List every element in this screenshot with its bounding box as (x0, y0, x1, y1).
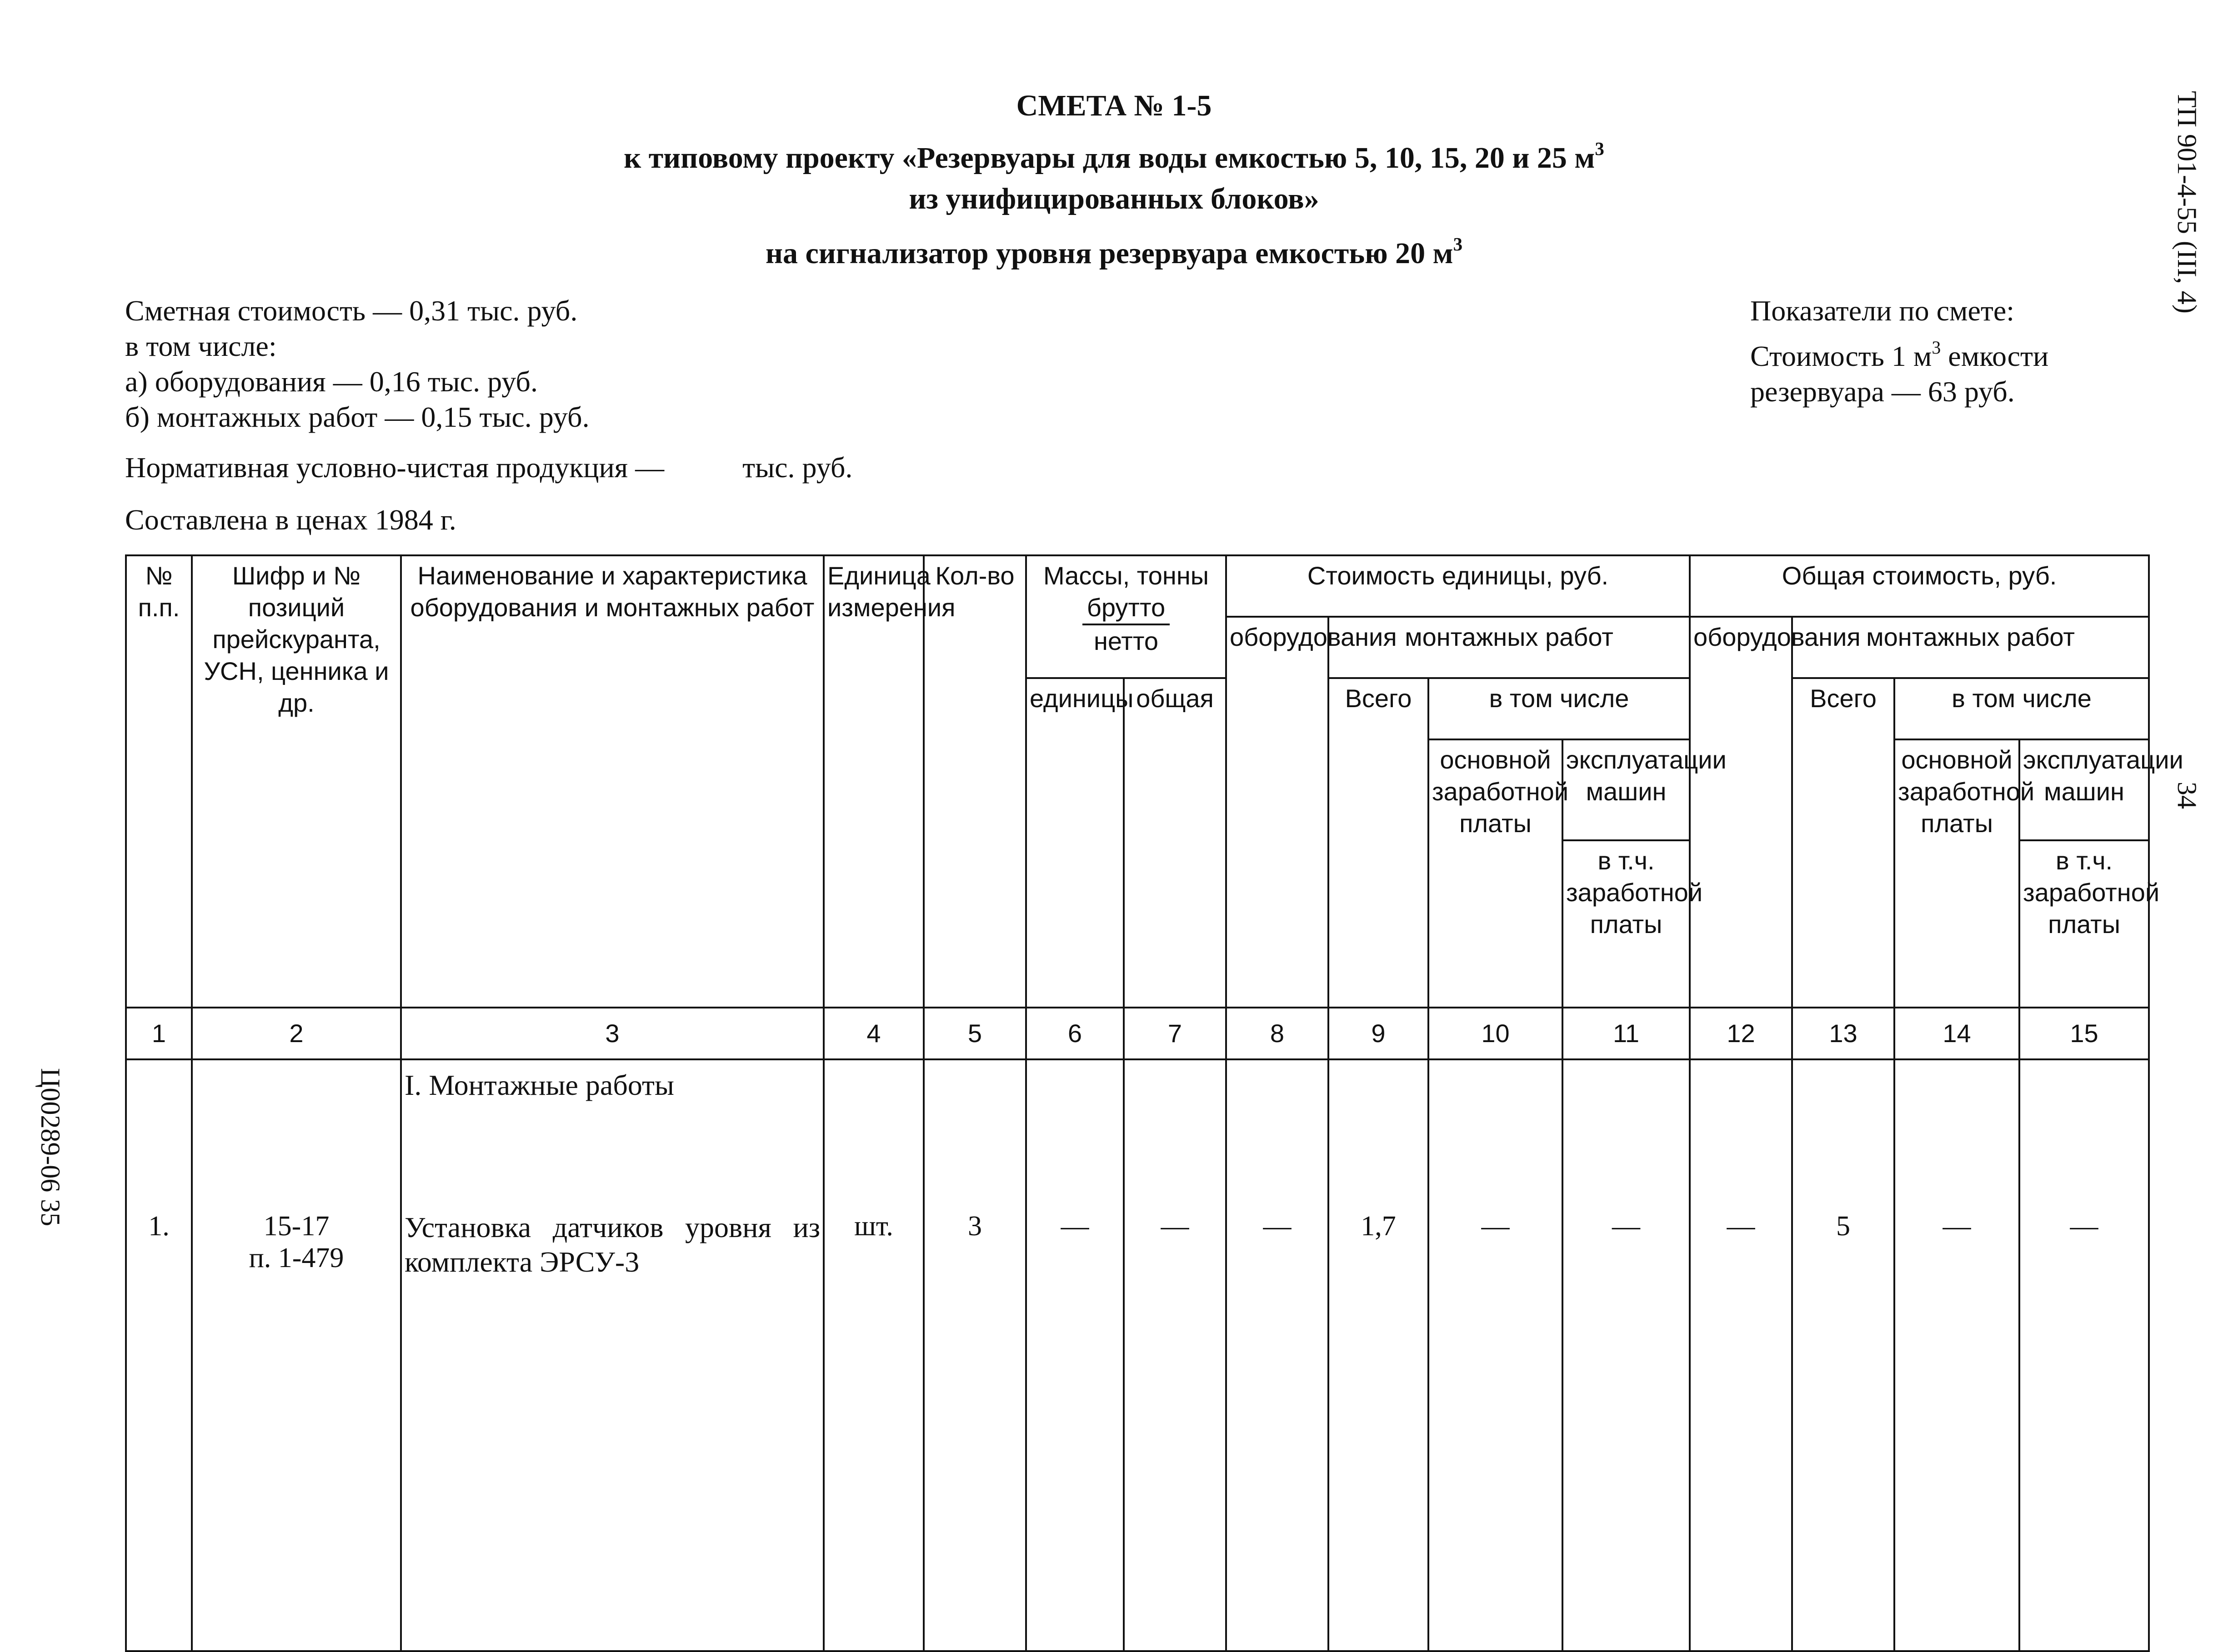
header-mass-total: общая (1124, 678, 1226, 1008)
col-num: 12 (1690, 1008, 1792, 1059)
unit-cost-line (1750, 339, 2048, 374)
col-num: 1 (126, 1008, 192, 1059)
estimate-cost: Сметная стоимость — 0,31 тыс. руб. (125, 294, 578, 327)
header-uc-installation: монтажных работ (1328, 617, 1690, 678)
project-code-side: ТП 901-4-55 (III, 4) (2172, 91, 2202, 314)
header-mass-label: Массы, тонны (1043, 561, 1209, 590)
col-num: 6 (1026, 1008, 1124, 1059)
col-num: 10 (1428, 1008, 1562, 1059)
header-code: Шифр и № позиций прейскуранта, УСН, ценника и др. (192, 555, 401, 1008)
row-qty: 3 (924, 1059, 1026, 1651)
unit-cost-value: резервуара — 63 руб. (1750, 375, 2015, 408)
header-uc-all: Всего (1328, 678, 1428, 1008)
row-tc-all: 5 (1792, 1059, 1894, 1651)
subject-text: на сигнализатор уровня резервуара емкостью 20 м (765, 237, 1453, 270)
header-mass (1026, 555, 1226, 678)
row-unit: шт. (824, 1059, 924, 1651)
row-code-line1: 15-17 (263, 1211, 330, 1242)
row-uc-base-wage: — (1428, 1059, 1562, 1651)
header-uc-machines (1562, 739, 1727, 1008)
col-num: 15 (2019, 1008, 2149, 1059)
row-uc-equipment: — (1226, 1059, 1328, 1651)
archive-code-side: Ц00289-06 35 (35, 1068, 65, 1227)
header-unit: Единица измерения (824, 555, 924, 1008)
prices-year: Составлена в ценах 1984 г. (125, 504, 456, 536)
row-no: 1. (126, 1059, 192, 1651)
subtitle-line1: к типовому проекту «Резервуары для воды емкостью 5, 10, 15, 20 и 25 м (624, 141, 1595, 175)
document-subtitle (0, 141, 2228, 175)
unit-cost-sup: 3 (1932, 337, 1941, 358)
row-uc-all: 1,7 (1328, 1059, 1428, 1651)
col-num: 5 (924, 1008, 1026, 1059)
row-code (192, 1059, 401, 1651)
equipment-cost: а) оборудования — 0,16 тыс. руб. (125, 365, 538, 398)
column-numbers-row (126, 1008, 2149, 1059)
including-label: в том числе: (125, 330, 277, 362)
document-subtitle-2: из унифицированных блоков» (909, 182, 1319, 215)
row-name: Установка датчиков уровня из комплекта ЭРСУ-3 (405, 1211, 820, 1278)
unit-cost-b: емкости (1941, 340, 2049, 372)
header-uc-including: в том числе (1428, 678, 1690, 739)
info-left (125, 293, 590, 435)
header-tc-machines-label: эксплуатации машин (2020, 740, 2148, 841)
header-tc-equipment: оборудования (1690, 617, 1792, 1008)
header-mass-net: нетто (1093, 627, 1159, 655)
header-mass-unit: единицы (1026, 678, 1124, 1008)
row-mass-unit: — (1026, 1059, 1124, 1651)
col-num: 2 (192, 1008, 401, 1059)
normative-unit: тыс. руб. (742, 451, 853, 484)
header-mass-gross: брутто (1082, 592, 1170, 625)
header-tc-machines (2019, 739, 2183, 1008)
indicators-heading: Показатели по смете: (1750, 294, 2015, 327)
col-num: 14 (1894, 1008, 2019, 1059)
col-num: 13 (1792, 1008, 1894, 1059)
header-uc-machines-wage: в т.ч. заработной платы (1566, 846, 1703, 938)
row-tc-base-wage: — (1894, 1059, 2019, 1651)
estimate-table (125, 554, 2183, 1652)
normative-label: Нормативная условно-чистая продукция — (125, 451, 665, 484)
col-num: 8 (1226, 1008, 1328, 1059)
unit-cost-a: Стоимость 1 м (1750, 340, 1932, 372)
row-tc-machines: — (2019, 1059, 2149, 1651)
header-tc-machines-wage: в т.ч. заработной платы (2023, 846, 2160, 938)
info-right (1750, 293, 2048, 409)
row-name-cell (401, 1059, 824, 1651)
section-title: I. Монтажные работы (405, 1069, 674, 1101)
col-num: 4 (824, 1008, 924, 1059)
header-unit-cost: Стоимость единицы, руб. (1226, 555, 1690, 617)
document-title: СМЕТА № 1-5 (1016, 89, 1212, 122)
document-subject (0, 236, 2228, 271)
row-code-line2: п. 1-479 (249, 1243, 344, 1273)
col-num: 11 (1562, 1008, 1690, 1059)
header-uc-base-wage: основной заработной платы (1428, 739, 1562, 1008)
header-total-cost: Общая стоимость, руб. (1690, 555, 2149, 617)
header-tc-all: Всего (1792, 678, 1894, 1008)
row-uc-machines: — (1562, 1059, 1690, 1651)
header-no: № п.п. (126, 555, 192, 1008)
header-name: Наименование и характеристика оборудования и монтажных работ (401, 555, 824, 1008)
col-num: 9 (1328, 1008, 1428, 1059)
table-row (126, 1059, 2149, 1651)
header-tc-installation: монтажных работ (1792, 617, 2149, 678)
normative-product (125, 450, 852, 485)
page-number-side: 34 (2172, 782, 2202, 809)
col-num: 7 (1124, 1008, 1226, 1059)
header-uc-equipment: оборудования (1226, 617, 1328, 1008)
row-mass-total: — (1124, 1059, 1226, 1651)
header-tc-including: в том числе (1894, 678, 2149, 739)
header-tc-base-wage: основной заработной платы (1894, 739, 2019, 1008)
row-tc-equipment: — (1690, 1059, 1792, 1651)
header-mass-fraction (1082, 592, 1170, 657)
header-uc-machines-label: эксплуатации машин (1563, 740, 1689, 841)
col-num: 3 (401, 1008, 824, 1059)
subtitle-sup: 3 (1595, 139, 1604, 160)
subject-sup: 3 (1453, 234, 1463, 255)
header-qty: Кол-во (924, 555, 1026, 1008)
installation-cost: б) монтажных работ — 0,15 тыс. руб. (125, 401, 590, 433)
